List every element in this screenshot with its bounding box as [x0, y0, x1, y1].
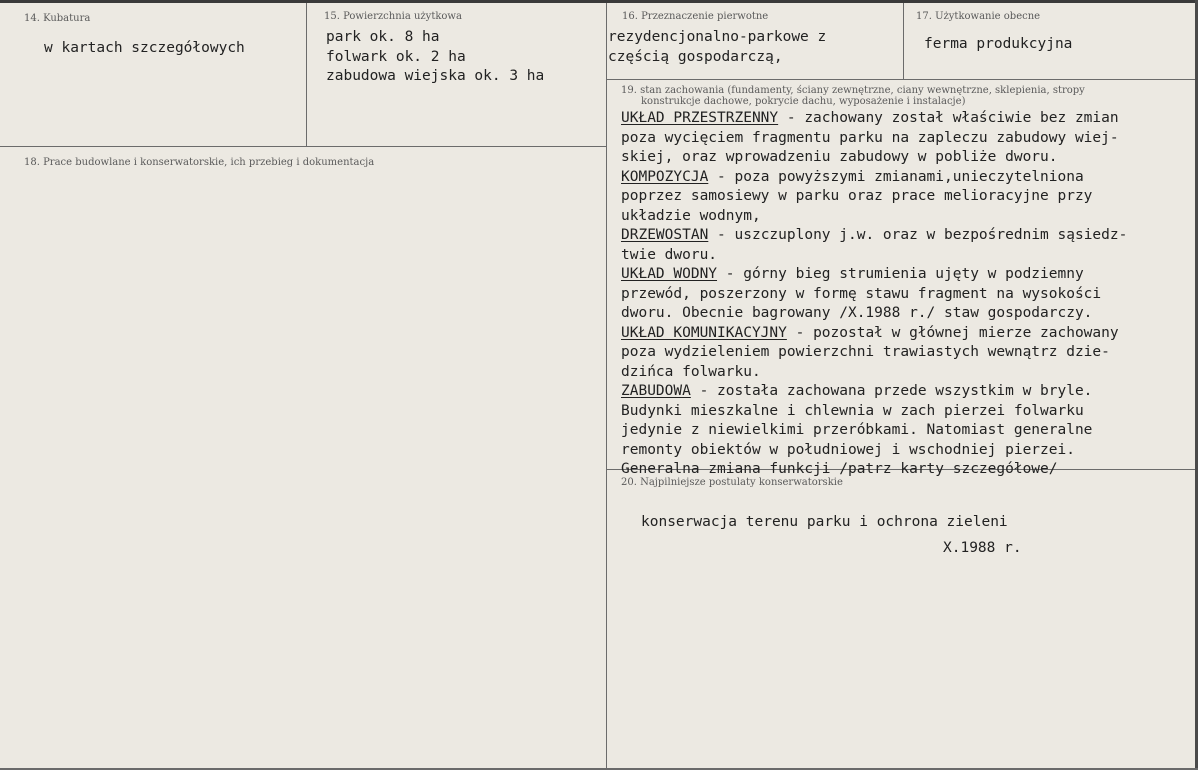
field-19-section-heading: DRZEWOSTAN [621, 227, 709, 243]
divider-top-row-bottom-right [606, 79, 1195, 80]
field-19-line-text: poza wydzieleniem powierzchni trawiastych wewnątrz dzie- [621, 344, 1110, 360]
field-19-line [621, 265, 1127, 285]
field-19-line-text: poprzez samosiewy w parku oraz prace melioracyjne przy [621, 188, 1093, 204]
field-18-label: 18. Prace budowlane i konserwatorskie, ich przebieg i dokumentacja [24, 157, 375, 168]
field-19-line [621, 109, 1127, 129]
field-19-section-heading: ZABUDOWA [621, 383, 691, 399]
field-19-line-text: twie dworu. [621, 246, 718, 263]
field-19-line-text: - poza powyższymi zmianami,unieczytelniona [708, 168, 1084, 185]
paper-top-edge [0, 0, 1198, 3]
field-19-line-text: przewód, poszerzony w formę stawu fragment na wysokości [621, 285, 1102, 302]
field-19-line [621, 304, 1127, 324]
divider-left-right [606, 3, 607, 768]
field-19-value [621, 109, 1127, 480]
field-19-line [621, 148, 1127, 168]
field-19-line-text: Budynki mieszkalne i chlewnia w zach pierzei folwarku [621, 402, 1084, 419]
field-19-section-heading: UKŁAD WODNY [621, 266, 718, 282]
field-19-section-heading: UKŁAD PRZESTRZENNY [621, 110, 779, 126]
field-19-line-text: - pozostał w głównej mierze zachowany [786, 324, 1119, 341]
field-19-line-text: skiej, oraz wprowadzeniu zabudowy w pobliże dworu. [621, 149, 1058, 165]
field-19-section-heading: UKŁAD KOMUNIKACYJNY [621, 324, 787, 341]
field-17-label: 17. Użytkowanie obecne [916, 11, 1041, 22]
field-19-line [621, 402, 1127, 422]
field-15-line: zabudowa wiejska ok. 3 ha [326, 68, 545, 84]
field-20-label: 20. Najpilniejsze postulaty konserwatorskie [621, 477, 843, 488]
field-19-line-text: jedynie z niewielkimi przeróbkami. Natomiast generalne [621, 422, 1093, 438]
field-20-postulate: konserwacja terenu parku i ochrona zieleni [641, 514, 1008, 530]
field-15-line: folwark ok. 2 ha [326, 48, 466, 65]
field-14-value: w kartach szczegółowych [44, 40, 245, 56]
field-19-line [621, 324, 1127, 344]
field-19-label-line-1: 19. stan zachowania (fundamenty, ściany zewnętrzne, ciany wewnętrzne, sklepienia, stropy [621, 85, 1085, 96]
field-19-line [621, 207, 1127, 227]
field-16-line: częścią gospodarczą, [608, 48, 783, 65]
field-19-line [621, 363, 1127, 383]
field-14-label: 14. Kubatura [24, 13, 91, 24]
field-15-line: park ok. 8 ha [326, 29, 440, 45]
divider-14-15 [306, 3, 307, 147]
field-20-date: X.1988 r. [943, 540, 1022, 556]
field-17-value: ferma produkcyjna [924, 36, 1073, 52]
field-19-line [621, 285, 1127, 305]
field-19-line [621, 382, 1127, 402]
field-16-line: rezydencjonalno-parkowe z [608, 29, 827, 45]
field-19-line-text: - uszczuplony j.w. oraz w bezpośrednim sąsiedz- [708, 227, 1128, 243]
divider-16-17 [903, 3, 904, 80]
field-16-value [608, 28, 826, 67]
field-19-line-text: - została zachowana przede wszystkim w bryle. [690, 383, 1093, 399]
field-15-label: 15. Powierzchnia użytkowa [324, 11, 462, 22]
field-19-line [621, 246, 1127, 266]
field-19-line [621, 343, 1127, 363]
field-19-line-text: układzie wodnym, [621, 207, 761, 224]
field-19-line [621, 168, 1127, 188]
field-19-line-text: Generalna zmiana funkcji /patrz karty szczegółowe/ [621, 461, 1058, 477]
field-19-line-text: poza wycięciem fragmentu parku na zapleczu zabudowy wiej- [621, 129, 1119, 146]
field-19-line [621, 226, 1127, 246]
field-19-label-line-2: konstrukcje dachowe, pokrycie dachu, wyposażenie i instalacje) [641, 96, 966, 107]
field-19-line [621, 421, 1127, 441]
divider-top-row-bottom-left [0, 146, 606, 147]
field-19-line [621, 129, 1127, 149]
field-19-line [621, 441, 1127, 461]
field-19-line [621, 187, 1127, 207]
field-19-section-heading: KOMPOZYCJA [621, 168, 709, 185]
field-16-label: 16. Przeznaczenie pierwotne [622, 11, 769, 22]
field-19-line-text: - górny bieg strumienia ujęty w podziemny [717, 266, 1084, 282]
field-19-line-text: dzińca folwarku. [621, 363, 761, 380]
field-19-line-text: remonty obiektów w południowej i wschodniej pierzei. [621, 441, 1075, 458]
field-19-line-text: - zachowany został właściwie bez zmian [778, 110, 1119, 126]
field-15-value [326, 28, 544, 87]
field-19-line-text: dworu. Obecnie bagrowany /X.1988 r./ staw gospodarczy. [621, 305, 1093, 321]
